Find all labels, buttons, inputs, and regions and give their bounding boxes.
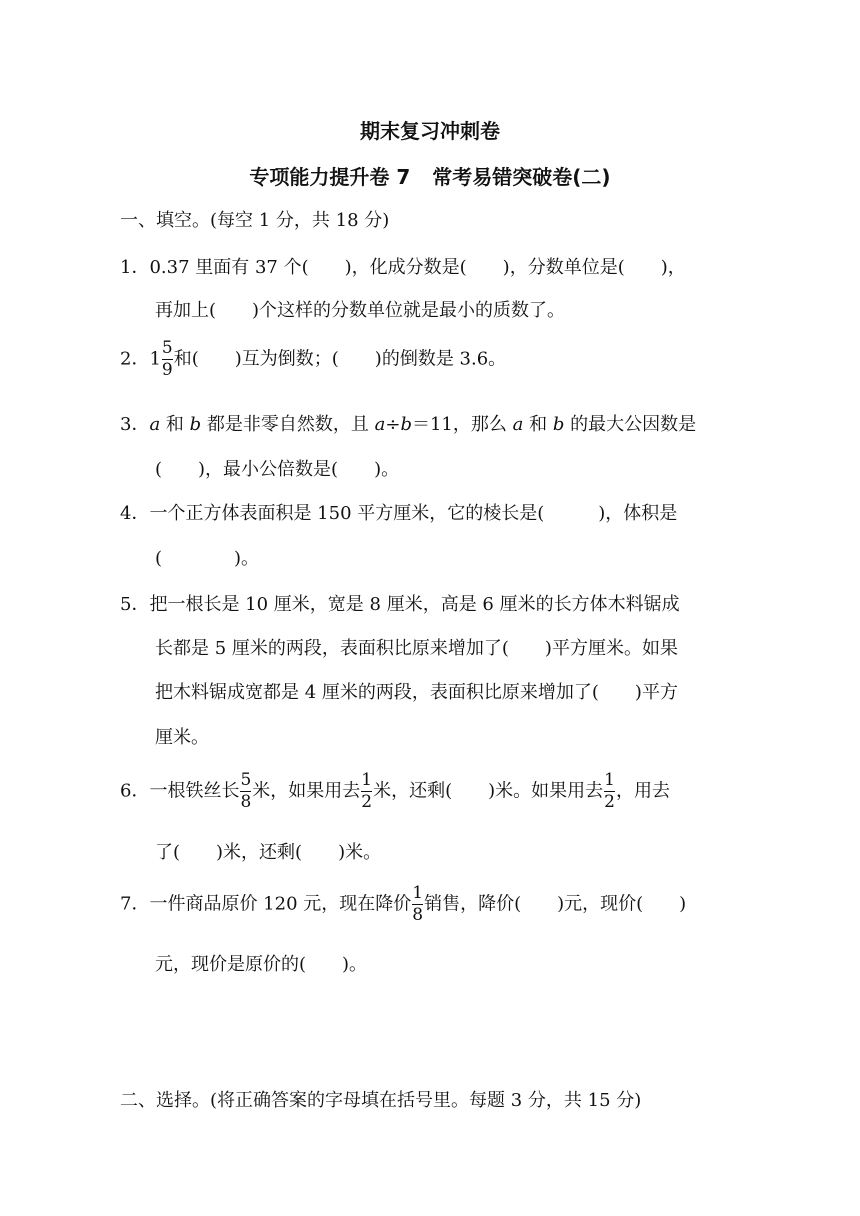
variable-a: a xyxy=(512,414,524,435)
subtitle-left: 专项能力提升卷 7 xyxy=(249,165,411,189)
fraction xyxy=(240,772,251,811)
question-1-line-1 xyxy=(120,253,686,279)
question-number: 5． xyxy=(120,594,150,615)
text: ，用去 xyxy=(615,780,670,802)
variable-b: b xyxy=(400,414,412,435)
question-5-line-4: 厘米。 xyxy=(155,727,209,748)
question-text: 一个正方体表面积是 150 平方厘米，它的棱长是( )，体积是 xyxy=(149,503,678,524)
question-6-line-2: 了( )米，还剩( )米。 xyxy=(155,842,382,863)
text: 销售，降价( )元，现价( ) xyxy=(424,893,687,915)
fraction-denominator: 8 xyxy=(412,905,424,925)
text: 一件商品原价 120 元，现在降价 xyxy=(149,893,412,915)
text: 一根铁丝长 xyxy=(149,780,240,802)
question-3-line-1 xyxy=(120,410,696,436)
question-number: 4． xyxy=(120,503,150,524)
fraction xyxy=(162,340,173,379)
text: 的最大公因数是 xyxy=(564,414,697,435)
question-1-line-2: 再加上( )个这样的分数单位就是最小的质数了。 xyxy=(155,300,566,321)
variable-a: a xyxy=(149,414,161,435)
text: 米，如果用去 xyxy=(252,780,361,802)
variable-b: b xyxy=(552,414,565,435)
question-number: 1． xyxy=(120,257,150,278)
question-2 xyxy=(120,340,506,379)
fraction-numerator: 5 xyxy=(161,338,173,358)
question-5-line-3: 把木料锯成宽都是 4 厘米的两段，表面积比原来增加了( )平方 xyxy=(155,682,678,703)
question-text: 0.37 里面有 37 个( )，化成分数是( )，分数单位是( )， xyxy=(149,257,686,278)
question-number: 6． xyxy=(120,780,150,802)
page-subtitle xyxy=(0,161,860,190)
text: ＝11，那么 xyxy=(411,414,513,435)
variable-a: a xyxy=(374,414,386,435)
section-1-heading: 一、填空。(每空 1 分，共 18 分) xyxy=(120,210,390,231)
text: 和 xyxy=(523,414,553,435)
question-text: 把一根长是 10 厘米，宽是 8 厘米，高是 6 厘米的长方体木料锯成 xyxy=(149,594,680,615)
fraction-denominator: 9 xyxy=(161,360,173,380)
text: 米，还剩( )米。如果用去 xyxy=(373,780,604,802)
fraction-numerator: 5 xyxy=(240,770,252,790)
question-number: 2． xyxy=(120,348,150,370)
fraction xyxy=(361,772,372,811)
question-4-line-2: ( )。 xyxy=(155,548,260,569)
fraction-numerator: 1 xyxy=(604,770,615,790)
text: 都是非零自然数，且 xyxy=(201,414,375,435)
subtitle-right: 常考易错突破卷(二) xyxy=(432,165,611,189)
question-4-line-1 xyxy=(120,499,677,525)
question-5-line-1 xyxy=(120,590,680,616)
text: ÷ xyxy=(385,414,401,435)
fraction-denominator: 2 xyxy=(604,792,615,812)
question-5-line-2: 长都是 5 厘米的两段，表面积比原来增加了( )平方厘米。如果 xyxy=(155,638,678,659)
question-7-line-1 xyxy=(120,885,686,924)
question-number: 7． xyxy=(120,893,150,915)
mixed-number-whole: 1 xyxy=(149,348,161,370)
fraction xyxy=(412,885,423,924)
page-title: 期末复习冲刺卷 xyxy=(360,119,500,143)
fraction-denominator: 8 xyxy=(240,792,252,812)
question-text: 和( )互为倒数；( )的倒数是 3.6。 xyxy=(173,348,507,370)
variable-b: b xyxy=(189,414,202,435)
text: 和 xyxy=(160,414,190,435)
fraction-numerator: 1 xyxy=(412,883,424,903)
section-2-heading: 二、选择。(将正确答案的字母填在括号里。每题 3 分，共 15 分) xyxy=(120,1090,642,1111)
fraction xyxy=(604,772,615,811)
question-6-line-1 xyxy=(120,772,670,811)
question-number: 3． xyxy=(120,414,150,435)
question-3-line-2: ( )，最小公倍数是( )。 xyxy=(155,459,400,480)
fraction-denominator: 2 xyxy=(361,792,373,812)
fraction-numerator: 1 xyxy=(361,770,373,790)
question-7-line-2: 元，现价是原价的( )。 xyxy=(155,954,368,975)
